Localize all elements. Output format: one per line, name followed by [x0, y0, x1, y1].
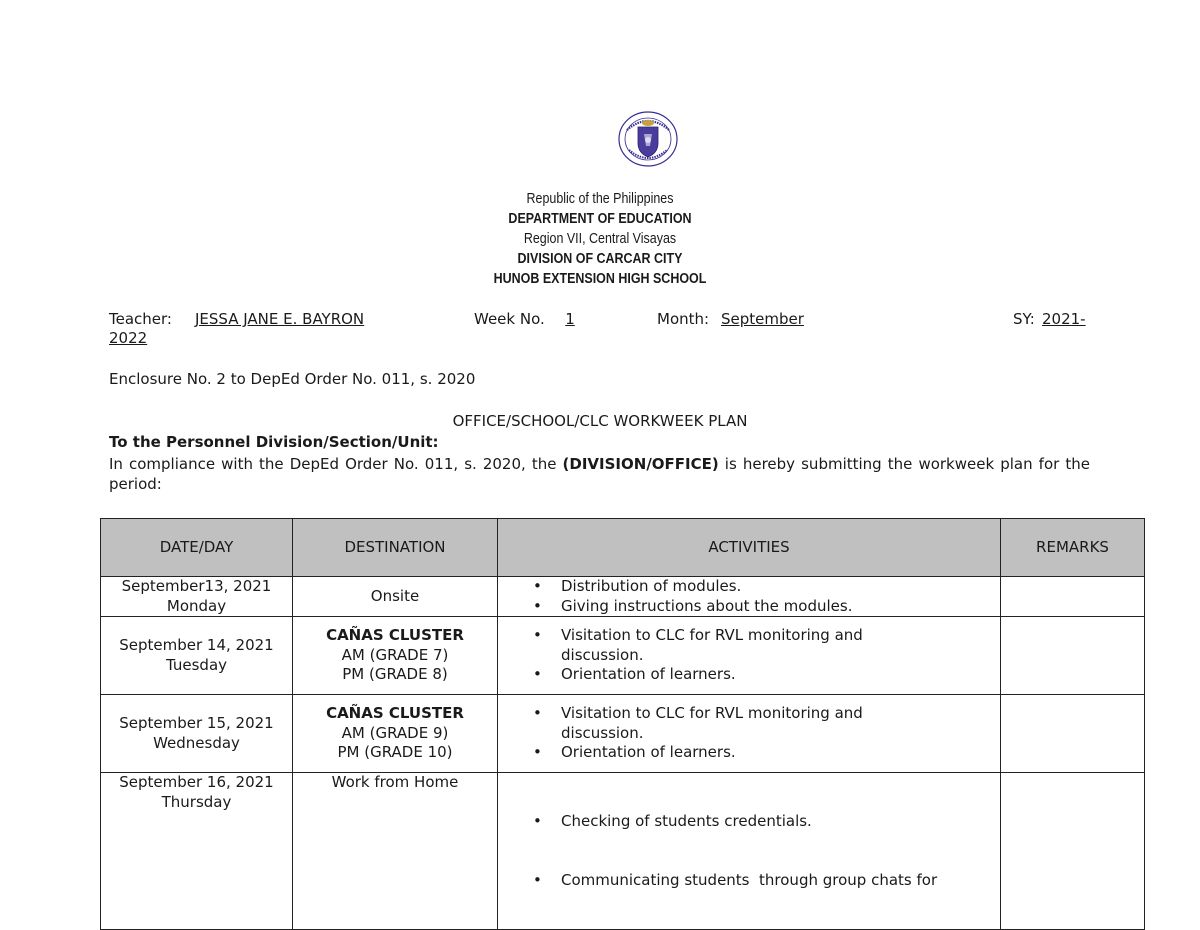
sy-value-end: 2022	[109, 329, 148, 347]
header-activities: ACTIVITIES	[498, 519, 1001, 577]
compliance-office: (DIVISION/OFFICE)	[562, 455, 719, 473]
remarks-cell	[1001, 695, 1145, 773]
remarks-cell	[1001, 577, 1145, 617]
letterhead-region: Region VII, Central Visayas	[523, 231, 677, 247]
destination-cell	[293, 617, 498, 695]
date-text: September 15, 2021	[119, 714, 274, 732]
sy-label: SY:	[1013, 310, 1035, 328]
sy-value-start: 2021-	[1042, 310, 1086, 328]
remarks-cell	[1001, 617, 1145, 695]
table-row	[101, 617, 1145, 695]
day-text: Monday	[166, 596, 227, 615]
cluster-name: CAÑAS CLUSTER	[326, 626, 464, 645]
list-item: • Orientation of learners.	[561, 665, 910, 685]
list-item: • Communicating students through group chats for	[561, 871, 1000, 891]
week-label: Week No.	[474, 310, 545, 328]
date-cell	[101, 773, 293, 930]
list-item: • Checking of students credentials.	[561, 812, 1000, 832]
letterhead-school: HUNOB EXTENSION HIGH SCHOOL	[493, 271, 707, 287]
teacher-name: JESSA JANE E. BAYRON	[195, 310, 365, 328]
day-text: Tuesday	[165, 655, 228, 674]
week-value: 1	[565, 310, 575, 328]
deped-seal-icon	[617, 110, 679, 168]
destination-cell	[293, 773, 498, 930]
table-row	[101, 695, 1145, 773]
list-item: • Visitation to CLC for RVL monitoring and discussion.	[561, 704, 910, 743]
day-text: Thursday	[161, 792, 232, 811]
date-cell	[101, 577, 293, 617]
compliance-text-end: is hereby submitting the workweek plan for the period:	[109, 455, 1090, 493]
table-header-row	[101, 519, 1145, 577]
letterhead-department: DEPARTMENT OF EDUCATION	[508, 211, 692, 227]
pm-schedule: PM (GRADE 10)	[337, 743, 453, 762]
destination-cell	[293, 695, 498, 773]
pm-schedule: PM (GRADE 8)	[342, 665, 448, 684]
activities-cell	[498, 773, 1001, 930]
date-text: September 14, 2021	[119, 636, 274, 654]
list-item: • Visitation to CLC for RVL monitoring and discussion.	[561, 626, 910, 665]
table-row	[101, 577, 1145, 617]
table-row	[101, 773, 1145, 930]
letterhead-division: DIVISION OF CARCAR CITY	[517, 251, 683, 267]
am-schedule: AM (GRADE 9)	[341, 723, 449, 742]
letterhead-republic: Republic of the Philippines	[526, 191, 674, 207]
compliance-paragraph	[109, 455, 1090, 494]
remarks-cell	[1001, 773, 1145, 930]
header-date-day: DATE/DAY	[101, 519, 293, 577]
enclosure-note: Enclosure No. 2 to DepEd Order No. 011, s. 2020	[109, 370, 476, 388]
teacher-label: Teacher:	[109, 310, 172, 328]
destination-text: Work from Home	[331, 773, 459, 791]
month-label: Month:	[657, 310, 710, 328]
workweek-plan-table	[100, 518, 1145, 930]
plan-title: OFFICE/SCHOOL/CLC WORKWEEK PLAN	[452, 412, 748, 430]
destination-text: Onsite	[370, 586, 420, 605]
addressee-line: To the Personnel Division/Section/Unit:	[109, 433, 439, 451]
letterhead	[84, 189, 1116, 289]
destination-cell	[293, 577, 498, 617]
list-item: • Distribution of modules.	[561, 577, 1000, 597]
date-text: September13, 2021	[121, 577, 272, 595]
date-cell	[101, 695, 293, 773]
compliance-text-start: In compliance with the DepEd Order No. 011, s. 2020, the	[109, 455, 563, 473]
activities-cell	[498, 695, 1001, 773]
list-item: • Orientation of learners.	[561, 743, 910, 763]
header-destination: DESTINATION	[293, 519, 498, 577]
header-remarks: REMARKS	[1001, 519, 1145, 577]
am-schedule: AM (GRADE 7)	[341, 645, 449, 664]
date-cell	[101, 617, 293, 695]
day-text: Wednesday	[153, 733, 240, 752]
date-text: September 16, 2021	[119, 773, 274, 791]
activities-cell	[498, 577, 1001, 617]
cluster-name: CAÑAS CLUSTER	[326, 704, 464, 723]
month-value: September	[721, 310, 804, 328]
list-item: • Giving instructions about the modules.	[561, 597, 1000, 617]
activities-cell	[498, 617, 1001, 695]
